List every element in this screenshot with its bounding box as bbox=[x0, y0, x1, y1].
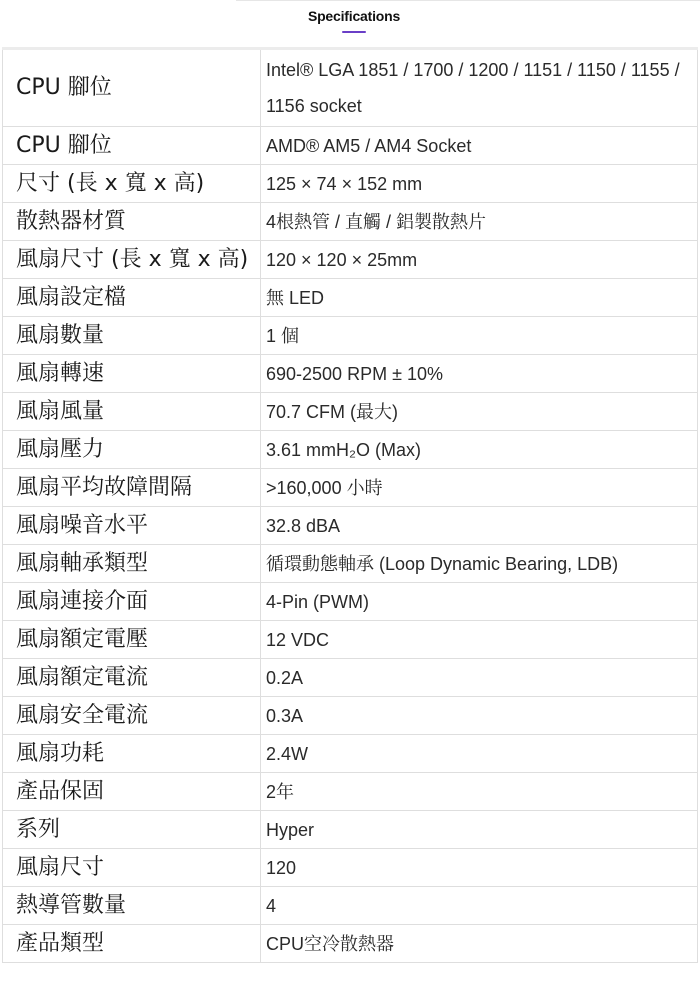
spec-value: 循環動態軸承 (Loop Dynamic Bearing, LDB) bbox=[261, 545, 698, 583]
spec-value: 12 VDC bbox=[261, 621, 698, 659]
spec-row bbox=[3, 355, 698, 393]
spec-value: 4根熱管 / 直觸 / 鋁製散熱片 bbox=[261, 203, 698, 241]
spec-value: 3.61 mmH₂O (Max) bbox=[261, 431, 698, 469]
spec-value: 1 個 bbox=[261, 317, 698, 355]
spec-label: 風扇風量 bbox=[3, 393, 261, 431]
spec-label: 尺寸 (長 x 寬 x 高) bbox=[3, 165, 261, 203]
spec-label: 風扇數量 bbox=[3, 317, 261, 355]
spec-row bbox=[3, 507, 698, 545]
spec-row bbox=[3, 393, 698, 431]
specifications-table-body bbox=[3, 49, 698, 963]
spec-row bbox=[3, 583, 698, 621]
spec-row bbox=[3, 165, 698, 203]
spec-row bbox=[3, 431, 698, 469]
spec-label: 風扇額定電流 bbox=[3, 659, 261, 697]
spec-row bbox=[3, 241, 698, 279]
spec-row bbox=[3, 735, 698, 773]
spec-label: 風扇連接介面 bbox=[3, 583, 261, 621]
spec-row bbox=[3, 545, 698, 583]
spec-label: 風扇功耗 bbox=[3, 735, 261, 773]
spec-row bbox=[3, 203, 698, 241]
spec-value: 4-Pin (PWM) bbox=[261, 583, 698, 621]
spec-value: 125 × 74 × 152 mm bbox=[261, 165, 698, 203]
spec-value: >160,000 小時 bbox=[261, 469, 698, 507]
tab-bar bbox=[236, 0, 700, 44]
spec-value: 0.2A bbox=[261, 659, 698, 697]
spec-value: 無 LED bbox=[261, 279, 698, 317]
spec-value-line: Intel® LGA 1851 / 1700 / 1200 / 1151 / 1150 / 1155 / bbox=[266, 60, 680, 80]
spec-value: 2年 bbox=[261, 773, 698, 811]
spec-label: 產品保固 bbox=[3, 773, 261, 811]
spec-row bbox=[3, 469, 698, 507]
spec-value-line: 1156 socket bbox=[266, 96, 362, 116]
spec-row bbox=[3, 887, 698, 925]
spec-row bbox=[3, 127, 698, 165]
spec-row bbox=[3, 697, 698, 735]
spec-row bbox=[3, 49, 698, 127]
spec-value: 32.8 dBA bbox=[261, 507, 698, 545]
spec-label: CPU 腳位 bbox=[3, 49, 261, 127]
spec-value: 4 bbox=[261, 887, 698, 925]
spec-label: 風扇安全電流 bbox=[3, 697, 261, 735]
spec-row bbox=[3, 811, 698, 849]
spec-value: CPU空冷散熱器 bbox=[261, 925, 698, 963]
spec-value: 120 × 120 × 25mm bbox=[261, 241, 698, 279]
spec-label: 風扇平均故障間隔 bbox=[3, 469, 261, 507]
spec-label: 風扇尺寸 (長 x 寬 x 高) bbox=[3, 241, 261, 279]
spec-value: 690-2500 RPM ± 10% bbox=[261, 355, 698, 393]
spec-label: 風扇額定電壓 bbox=[3, 621, 261, 659]
spec-label: 風扇壓力 bbox=[3, 431, 261, 469]
spec-label: 散熱器材質 bbox=[3, 203, 261, 241]
spec-label: 系列 bbox=[3, 811, 261, 849]
spec-row bbox=[3, 659, 698, 697]
spec-row bbox=[3, 773, 698, 811]
spec-label: 風扇尺寸 bbox=[3, 849, 261, 887]
spec-value: 0.3A bbox=[261, 697, 698, 735]
spec-label: 產品類型 bbox=[3, 925, 261, 963]
spec-value: 120 bbox=[261, 849, 698, 887]
spec-value: 70.7 CFM (最大) bbox=[261, 393, 698, 431]
spec-label: 熱導管數量 bbox=[3, 887, 261, 925]
spec-value bbox=[261, 49, 698, 127]
spec-label: 風扇設定檔 bbox=[3, 279, 261, 317]
spec-row bbox=[3, 849, 698, 887]
spec-label: 風扇轉速 bbox=[3, 355, 261, 393]
spec-value: Hyper bbox=[261, 811, 698, 849]
specifications-table bbox=[2, 47, 698, 963]
spec-label: 風扇噪音水平 bbox=[3, 507, 261, 545]
spec-row bbox=[3, 317, 698, 355]
tab-active-indicator bbox=[342, 31, 366, 33]
spec-label: 風扇軸承類型 bbox=[3, 545, 261, 583]
tab-specifications[interactable]: Specifications bbox=[307, 8, 401, 24]
spec-row bbox=[3, 279, 698, 317]
spec-row bbox=[3, 621, 698, 659]
spec-row bbox=[3, 925, 698, 963]
spec-value: 2.4W bbox=[261, 735, 698, 773]
spec-label: CPU 腳位 bbox=[3, 127, 261, 165]
spec-value: AMD® AM5 / AM4 Socket bbox=[261, 127, 698, 165]
